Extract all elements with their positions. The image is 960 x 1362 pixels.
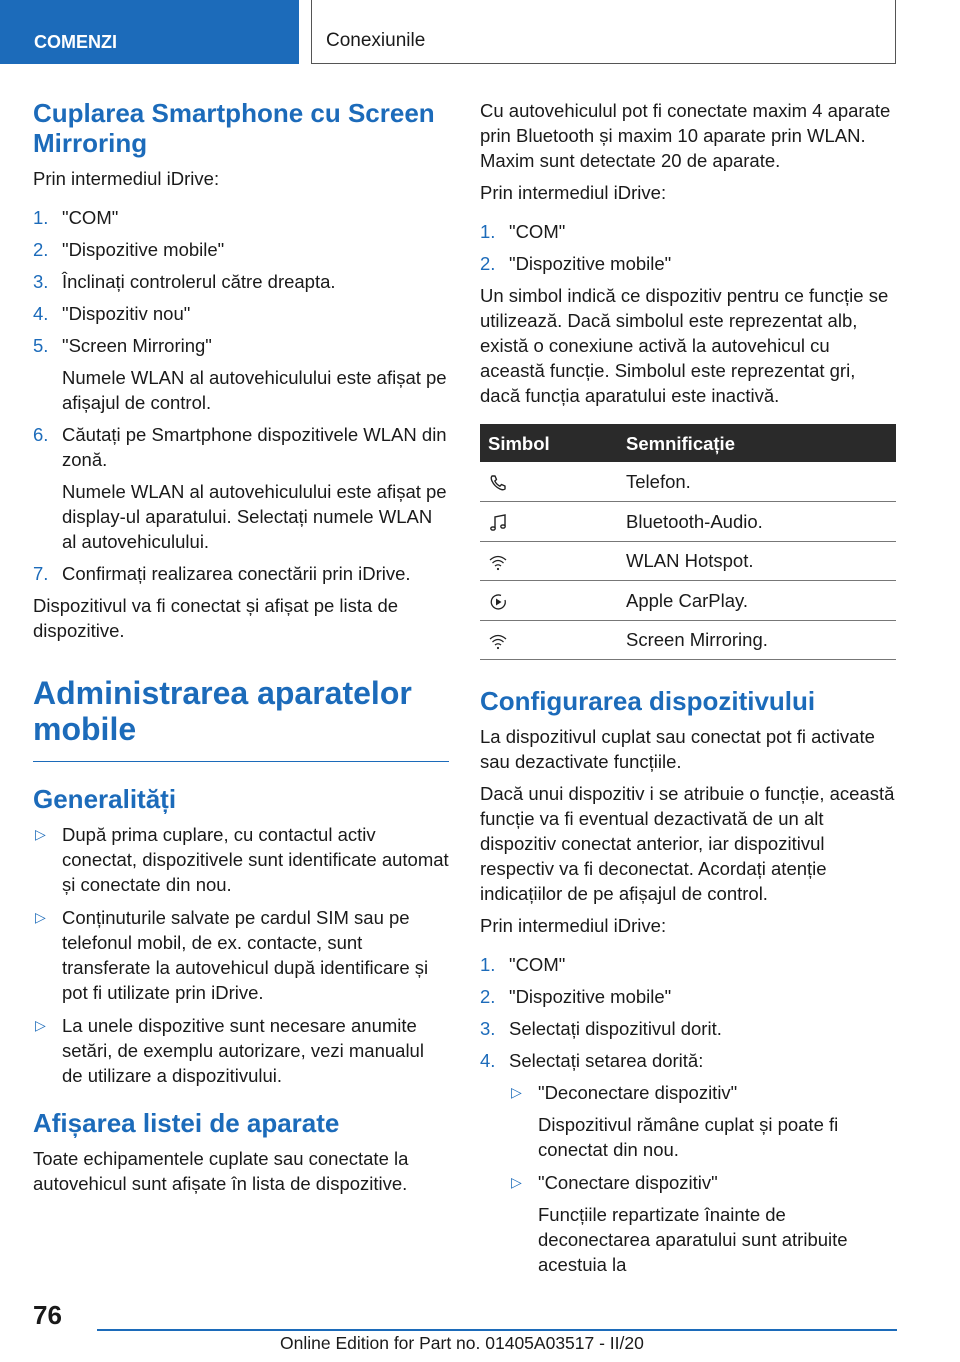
config-text: Dacă unui dispozitiv i se atribuie o funcție, această funcție va fi eventual dezactivată de un alt dispozitiv conectat anterior, iar dispozitivul respectiv va fi deconectat. Acordați atenție indicațiilor de pe afișajul de control. bbox=[480, 783, 895, 904]
step: 1. "COM" bbox=[33, 207, 119, 228]
config-steps bbox=[480, 952, 896, 1277]
symbol-table bbox=[480, 424, 896, 660]
step: 5. "Screen Mirroring" Numele WLAN al autovehiculului este afișat pe afișajul de control. bbox=[33, 333, 449, 415]
config-text: La dispozitivul cuplat sau conectat pot fi activate sau dezactivate funcțiile. bbox=[480, 726, 875, 772]
heading-admin: Administrarea aparatelor mobile bbox=[33, 675, 449, 762]
column-header: Semnificație bbox=[626, 424, 896, 462]
step: 1. "COM" bbox=[480, 221, 566, 242]
heading-config: Configurarea dispozitivului bbox=[480, 686, 816, 716]
wifi-icon bbox=[488, 552, 508, 572]
list-item: ▷ "Deconectare dispozitiv" Dispozitivul rămâne cuplat și poate fi conectat din nou. bbox=[509, 1080, 896, 1162]
music-note-icon bbox=[488, 513, 508, 533]
table-row bbox=[480, 541, 896, 581]
table-row bbox=[480, 502, 896, 542]
step: 3. Înclinați controlerul către dreapta. bbox=[33, 271, 336, 292]
table-header bbox=[480, 424, 896, 462]
step-note: Numele WLAN al autovehiculului este afișat pe display-ul aparatului. Selectați numele WLAN al autovehiculului. bbox=[62, 481, 447, 552]
step: 4. Selectați setarea dorită: ▷ "Deconectare dispozitiv" Dispozitivul rămâne cuplat și poate fi conectat din nou. ▷ "Conectare dispozitiv" Funcțiile repartizate înainte de deconectarea aparatului sunt atribuite acestuia la bbox=[480, 1048, 896, 1277]
symbol-meaning: WLAN Hotspot. bbox=[626, 541, 896, 581]
list-item: ▷ După prima cuplare, cu contactul activ conectat, dispozitivele sunt identificate automat și conectate din nou. bbox=[35, 824, 449, 895]
heading-device-list: Afișarea listei de aparate bbox=[33, 1108, 340, 1138]
heading-screen-mirroring: Cuplarea Smartphone cu Screen Mirroring bbox=[33, 98, 435, 158]
footer-edition: Online Edition for Part no. 01405A03517 - II/20 bbox=[280, 1333, 644, 1353]
step: 3. Selectați dispozitivul dorit. bbox=[480, 1018, 722, 1039]
symbol-explanation: Un simbol indică ce dispozitiv pentru ce funcție se utilizează. Dacă simbolul este reprezentat alb, există o conexiune activă la autovehicul cu această funcție. Simbolul este reprezentat gri, dacă funcția aparatului este inactivă. bbox=[480, 285, 889, 406]
idrive-intro: Prin intermediul iDrive: bbox=[33, 168, 220, 189]
symbol-meaning: Bluetooth-Audio. bbox=[626, 502, 896, 542]
triangle-bullet-icon: ▷ bbox=[35, 826, 46, 842]
symbol-meaning: Telefon. bbox=[626, 462, 896, 502]
table-row bbox=[480, 462, 896, 502]
step: 2. "Dispozitive mobile" bbox=[480, 986, 672, 1007]
mirroring-steps bbox=[33, 205, 449, 586]
connected-note: Dispozitivul va fi conectat și afișat pe lista de dispozitive. bbox=[33, 595, 399, 641]
page-number: 76 bbox=[33, 1300, 62, 1330]
triangle-bullet-icon: ▷ bbox=[35, 909, 46, 925]
right-column bbox=[480, 98, 896, 1285]
step: 4. "Dispozitiv nou" bbox=[33, 303, 191, 324]
table-row bbox=[480, 581, 896, 621]
option-desc: Funcțiile repartizate înainte de deconectarea aparatului sunt atribuite acestuia la bbox=[538, 1204, 848, 1275]
step: 6. Căutați pe Smartphone dispozitivele WLAN din zonă. Numele WLAN al autovehiculului este afișat pe display-ul aparatului. Selectați numele WLAN al autovehiculului. bbox=[33, 422, 449, 554]
capacity-text: Cu autovehiculul pot fi conectate maxim 4 aparate prin Bluetooth și maxim 10 aparate prin WLAN. Maxim sunt detectate 20 de aparate. bbox=[480, 100, 891, 171]
device-list-text: Toate echipamentele cuplate sau conectate la autovehicul sunt afișate în lista de dispozitive. bbox=[33, 1148, 409, 1194]
step: 2. "Dispozitive mobile" bbox=[480, 253, 672, 274]
option-desc: Dispozitivul rămâne cuplat și poate fi conectat din nou. bbox=[538, 1114, 839, 1160]
triangle-bullet-icon: ▷ bbox=[511, 1174, 522, 1190]
left-column bbox=[33, 98, 449, 1203]
carplay-icon bbox=[488, 592, 508, 612]
phone-icon bbox=[488, 473, 508, 493]
heading-general: Generalități bbox=[33, 784, 177, 814]
step-note: Numele WLAN al autovehiculului este afișat pe afișajul de control. bbox=[62, 367, 447, 413]
list-item: ▷ "Conectare dispozitiv" Funcțiile repartizate înainte de deconectarea aparatului sunt atribuite acestuia la bbox=[509, 1170, 896, 1277]
column-header: Simbol bbox=[480, 424, 626, 462]
triangle-bullet-icon: ▷ bbox=[35, 1017, 46, 1033]
symbol-meaning: Screen Mirroring. bbox=[626, 620, 896, 660]
idrive-intro: Prin intermediul iDrive: bbox=[480, 182, 667, 203]
device-steps bbox=[480, 219, 896, 276]
chapter-title: Conexiunile bbox=[311, 0, 896, 64]
step: 7. Confirmați realizarea conectării prin iDrive. bbox=[33, 563, 411, 584]
general-bullets bbox=[33, 822, 449, 1088]
step: 1. "COM" bbox=[480, 954, 566, 975]
step: 2. "Dispozitive mobile" bbox=[33, 239, 225, 260]
wifi-icon bbox=[488, 631, 508, 651]
idrive-intro: Prin intermediul iDrive: bbox=[480, 915, 667, 936]
setting-options bbox=[509, 1080, 896, 1277]
table-row bbox=[480, 620, 896, 660]
section-tab: COMENZI bbox=[0, 0, 299, 64]
symbol-meaning: Apple CarPlay. bbox=[626, 581, 896, 621]
triangle-bullet-icon: ▷ bbox=[511, 1084, 522, 1100]
list-item: ▷ La unele dispozitive sunt necesare anumite setări, de exemplu autorizare, vezi manualul de utilizare a dispozitivului. bbox=[35, 1015, 424, 1086]
list-item: ▷ Conținuturile salvate pe cardul SIM sau pe telefonul mobil, de ex. contacte, sunt transferate la autovehicul după identificare și pot fi utilizate prin iDrive. bbox=[35, 907, 429, 1003]
footer-divider bbox=[97, 1329, 897, 1331]
